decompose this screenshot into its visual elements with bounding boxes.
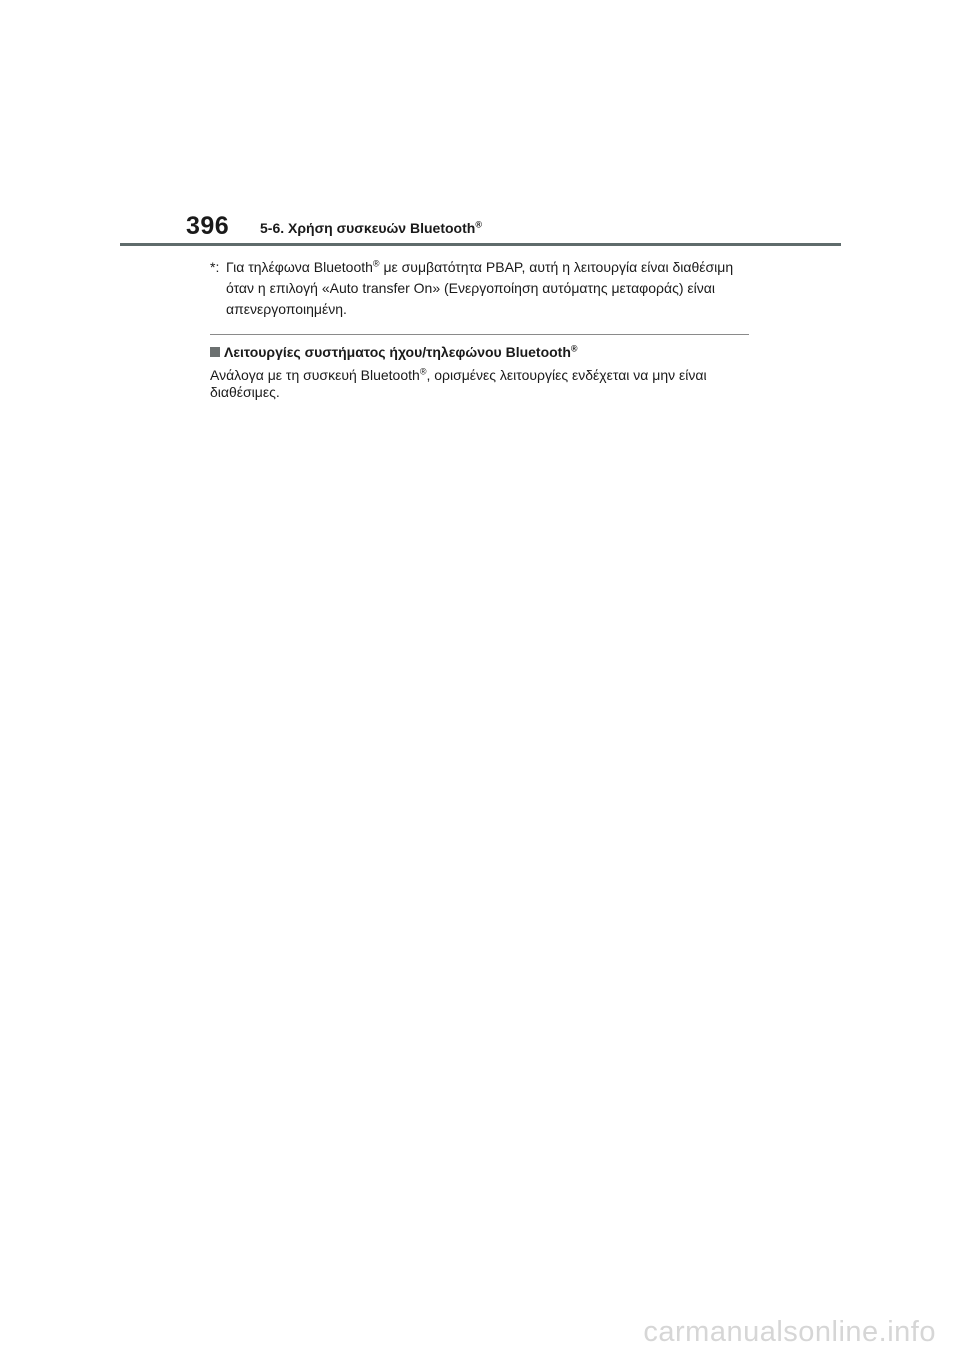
subsection-body-before: Ανάλογα με τη συσκευή Bluetooth — [210, 367, 420, 383]
footnote-registered-mark: ® — [372, 258, 380, 269]
subsection-heading — [210, 342, 578, 362]
watermark: carmanualsonline.info — [643, 1316, 936, 1348]
header-rule — [120, 243, 841, 246]
footnote-text-after: με συμβατότητα PBAP, αυτή η λειτουργία είναι διαθέσιμη όταν η επιλογή «Auto transfer On» (Ενεργοποίηση αυτόματης μεταφοράς) είναι απενεργοποιημένη. — [226, 259, 734, 317]
section-title — [260, 218, 482, 238]
subsection-body-registered-mark: ® — [419, 366, 427, 377]
page-number: 396 — [186, 212, 230, 240]
footnote-text — [226, 257, 755, 320]
subsection-body-after: , ορισμένες λειτουργίες ενδέχεται να μην είναι διαθέσιμες. — [210, 367, 707, 400]
square-bullet-icon — [210, 347, 220, 357]
subsection-heading-registered-mark: ® — [570, 343, 578, 354]
section-title-registered-mark: ® — [475, 219, 482, 230]
section-divider — [210, 334, 749, 335]
footnote — [210, 257, 755, 320]
footnote-marker: *: — [210, 259, 220, 275]
footnote-text-before: Για τηλέφωνα Bluetooth — [226, 259, 373, 275]
section-title-text: 5-6. Χρήση συσκευών Bluetooth — [260, 220, 476, 236]
subsection-heading-text: Λειτουργίες συστήματος ήχου/τηλεφώνου Bluetooth — [224, 344, 571, 360]
subsection-body — [210, 367, 745, 401]
